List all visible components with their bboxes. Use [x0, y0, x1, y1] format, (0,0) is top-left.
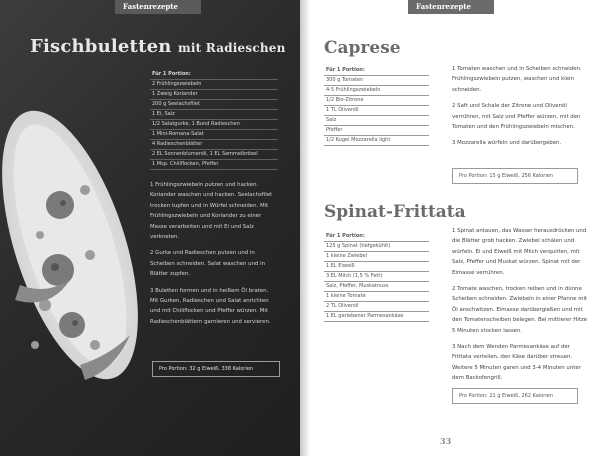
ingredient-row: 1 EL Eiweiß: [324, 262, 429, 272]
frittata-title: Spinat-Frittata: [324, 202, 466, 222]
left-nutrition-box: Pro Portion: 32 g Eiweiß, 338 Kalorien: [152, 361, 280, 377]
ingredient-row: 1 Zweig Koriander: [150, 90, 278, 100]
right-header-tag: Fastenrezepte: [408, 0, 494, 14]
caprese-title: Caprese: [324, 38, 401, 58]
caprese-nutrition-box: Pro Portion: 15 g Eiweiß, 256 Kalorien: [452, 168, 578, 184]
ingredient-row: Pfeffer: [324, 126, 429, 136]
left-recipe-title: [30, 36, 290, 57]
ingredient-row: 200 g Seelachsfilet: [150, 100, 278, 110]
instruction-step: 3 Nach dem Wenden Parmesankäse auf der Frittata verteilen, den Käse darüber streuen. Weitere 5 Minuten garen und 3-4 Minuten unter dem Backofengrill.: [452, 344, 581, 382]
ingredient-row: 1/2 Bio-Zitrone: [324, 96, 429, 106]
instruction-step: 2 Saft und Schale der Zitrone und Olivenöl verrühren, mit Salz und Pfeffer würzen, mit den Tomaten und den Frühlingszwiebeln mischen.: [452, 103, 581, 131]
ingredient-row: Salz, Pfeffer, Muskatnuss: [324, 282, 429, 292]
ingredient-row: 1 kleine Tomate: [324, 292, 429, 302]
ingredient-row: 300 g Tomaten: [324, 76, 429, 86]
ingredient-row: 2 TL Olivenöl: [324, 302, 429, 312]
instruction-step: 2 Gurke und Radieschen putzen und in Scheiben schneiden. Salat waschen und in Blätter zupfen.: [150, 250, 266, 278]
ingredient-row: 1 kleine Zwiebel: [324, 252, 429, 262]
ingredient-row: Für 1 Portion:: [324, 232, 429, 242]
left-ingredient-list: [150, 70, 278, 170]
ingredient-row: Salz: [324, 116, 429, 126]
ingredient-row: Für 1 Portion:: [150, 70, 278, 80]
left-header-tag: Fastenrezepte: [115, 0, 201, 14]
ingredient-row: 1/2 Salatgurke, 1 Bund Radieschen: [150, 120, 278, 130]
ingredient-row: 4 Radieschenblätter: [150, 140, 278, 150]
page-number: 33: [440, 436, 452, 446]
left-instructions: [150, 180, 278, 333]
ingredient-row: 1 EL geriebener Parmesankäse: [324, 312, 429, 322]
instruction-step: 2 Tomate waschen, trocken reiben und in dünne Scheiben schneiden. Zwiebeln in einer Pfanne mit Öl anschwitzen. Eimasse darübergießen und mit den Tomatenscheiben belegen. Bei mittlerer Hitze 5 Minuten stocken lassen.: [452, 286, 588, 334]
instruction-step: 1 Frühlingszwiebeln putzen und hacken. Koriander waschen und hacken. Seelachsfilet trocken tupfen und in Würfel schneiden. Mit Frühlingszwiebeln und Koriander zu einer Masse verarbeiten und mit Ei und Salz verkneten.: [150, 182, 273, 241]
instruction-step: 3 Buletten formen und in heißem Öl braten. Mit Gurken, Radieschen und Salat anrichten und mit Chiliflocken und Pfeffer würzen. Mit Radieschenblättern garnieren und servieren.: [150, 287, 271, 325]
page-gutter: [300, 0, 310, 456]
ingredient-row: 1 TL Olivenöl: [324, 106, 429, 116]
frittata-ingredient-list: [324, 232, 429, 322]
left-title-rest: mit Radieschen: [178, 41, 286, 55]
left-title-main: Fischbuletten: [30, 36, 172, 57]
ingredient-row: 125 g Spinat (tiefgekühlt): [324, 242, 429, 252]
ingredient-row: 2 Frühlingszwiebeln: [150, 80, 278, 90]
instruction-step: 1 Spinat antauen, das Wasser herausdrücken und die Blätter grob hacken. Zwiebel schälen und würfeln. Ei und Eiweiß mit Milch verquirlen, mit Salz, Pfeffer und Muskat würzen. Spinat mit der Eimasse verrühren.: [452, 228, 587, 276]
instruction-step: 3 Mozzarella würfeln und darübergeben.: [452, 140, 562, 147]
ingredient-row: 2 EL Sonnenblumenöl, 1 EL Semmelbrösel: [150, 150, 278, 160]
ingredient-row: 1 Ei, Salz: [150, 110, 278, 120]
food-photo: [0, 95, 150, 395]
ingredient-row: Für 1 Portion:: [324, 66, 429, 76]
right-page: [300, 0, 600, 456]
ingredient-row: 1 Mini-Romana-Salat: [150, 130, 278, 140]
ingredient-row: 1 Msp. Chiliflocken, Pfeffer: [150, 160, 278, 170]
instruction-step: 1 Tomaten waschen und in Scheiben schneiden. Frühlingszwiebeln putzen, waschen und klein schneiden.: [452, 66, 582, 93]
ingredient-row: 1/2 Kugel Mozzarella light: [324, 136, 429, 146]
ingredient-row: 3 EL Milch (1,5 % Fett): [324, 272, 429, 282]
caprese-instructions: [452, 64, 589, 155]
caprese-ingredient-list: [324, 66, 429, 146]
frittata-instructions: [452, 226, 589, 390]
frittata-nutrition-box: Pro Portion: 21 g Eiweiß, 262 Kalorien: [452, 388, 578, 404]
ingredient-row: 4-5 Frühlingszwiebeln: [324, 86, 429, 96]
